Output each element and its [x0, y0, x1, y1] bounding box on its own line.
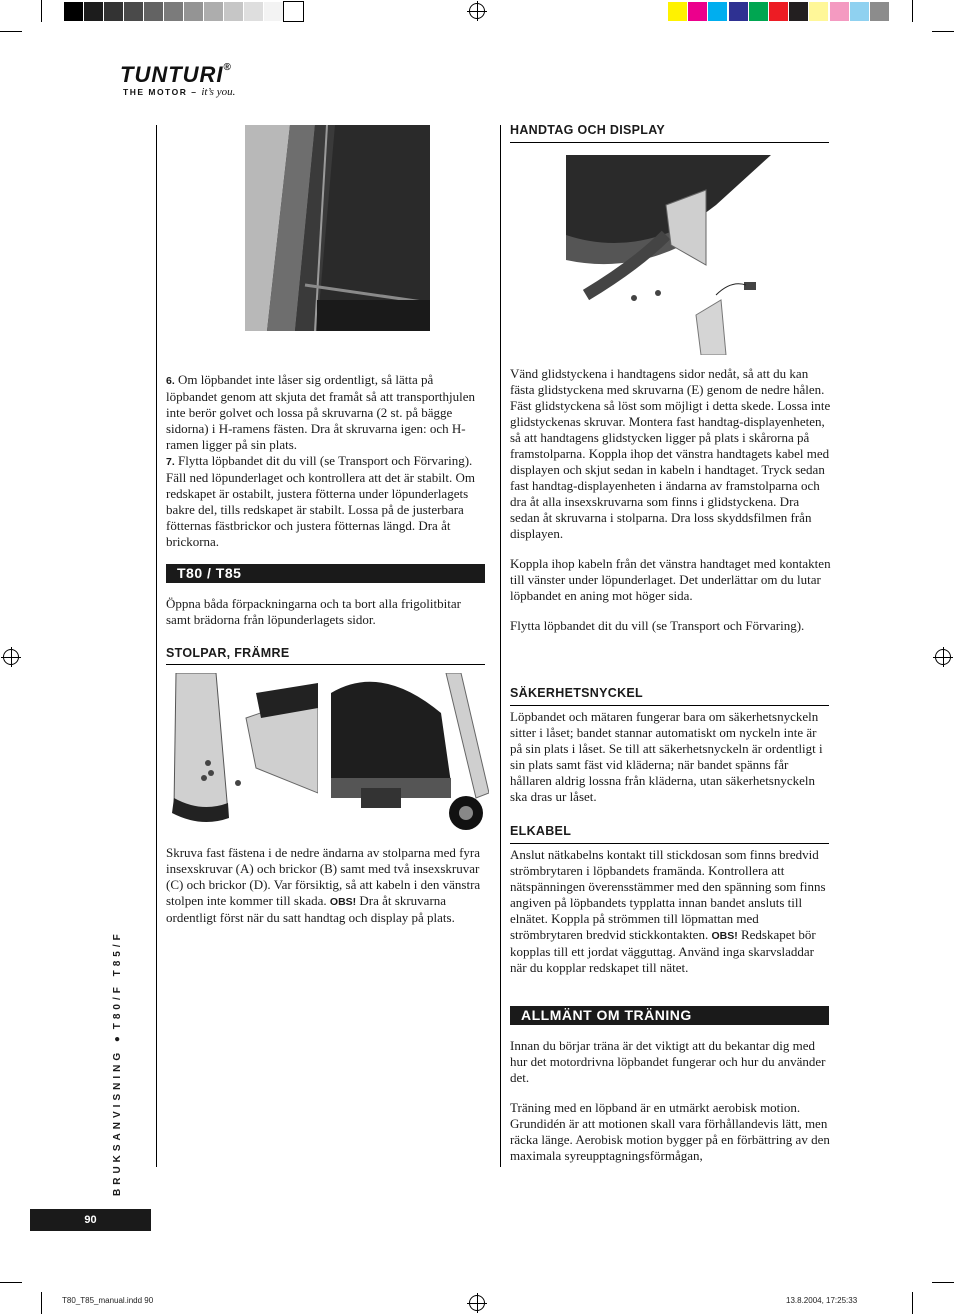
process-swatch	[830, 2, 849, 21]
section-title-allmant: ALLMÄNT OM TRÄNING	[510, 1006, 829, 1025]
crop-mark	[41, 0, 42, 22]
process-swatch	[769, 2, 788, 21]
sakerhetsnyckel-text: Löpbandet och mätaren fungerar bara om säkerhetsnyckeln sitter i låset; bandet stannar automatiskt om nyckeln inte är på sin plats i låset. Se till att säkerhetsnyckeln är ordentligt i sin plats samt fäst vid kläderna; när bandet spänns får hållaren aldrig lossna från kläderna, utan säkerhetsnyckeln ska dras ur låset.	[510, 709, 823, 804]
allmant-text: Innan du börjar träna är det viktigt att du bekantar dig med hur det motordrivna löpbandet fungerar och hur du använder det. Träning med en löpband är en utmärkt aerobisk motion. Grundidén är att motionen skall vara förhållandevis lätt, men räcka länge. Aerobisk motion bygger på en förbättring av den maximala syreupptagningsförmågan,	[510, 1038, 830, 1163]
process-swatch	[668, 2, 687, 21]
column-divider	[500, 125, 501, 1167]
process-swatch	[729, 2, 748, 21]
front-post-wheel-image	[331, 673, 489, 833]
heading-stolpar: STOLPAR, FRÄMRE	[166, 646, 290, 660]
gray-swatch	[184, 2, 203, 21]
column-divider	[156, 125, 157, 1167]
registration-mark-icon	[935, 649, 951, 665]
gray-swatch	[244, 2, 263, 21]
heading-rule	[510, 843, 829, 844]
process-swatch	[749, 2, 768, 21]
handtag-text: Vänd glidstyckena i handtagens sidor nedåt, så att du kan fästa glidstyckena med skruvarna (E) genom de nedre hålen. Fäst glidstyckena så löst som möjligt i detta skede. Lossa inte glidstyckenas skruvar. Montera fast handtag-displayenheten, så att handtagens glidstycken ligger på plats i skårorna på framstolparna. Koppla ihop det vänstra handtagets kabel med displayen och skjut sedan in kabeln i handtaget. Tryck sedan fast handtag-displayenheten i ändarna av framstolparna och dra åt alla insexskruvarna som finns i glidstyckena. Dra sedan åt skruvarna i stolparna. Dra loss skyddsfilmen från displayen. Koppla ihop kabeln från det vänstra handtaget med kontakten till vänster under löpunderlaget. Det underlättar om du lutar löpbandet en aning mot höger sida. Flytta löpbandet dit du vill (se Transport och Förvaring).	[510, 366, 831, 633]
crop-mark	[912, 1292, 913, 1314]
brand-logo: TUNTURI®	[120, 62, 232, 87]
heading-rule	[510, 142, 829, 143]
page-number: 90	[30, 1209, 151, 1231]
folded-treadmill-image	[245, 125, 430, 331]
gray-swatch	[284, 2, 303, 21]
process-swatch	[850, 2, 869, 21]
gray-swatch	[144, 2, 163, 21]
crop-mark	[0, 1282, 22, 1283]
gray-swatch	[164, 2, 183, 21]
gray-swatch	[224, 2, 243, 21]
heading-rule	[510, 705, 829, 706]
registration-mark-icon	[469, 1295, 485, 1311]
footer-timestamp: 13.8.2004, 17:25:33	[786, 1296, 858, 1305]
heading-handtag: HANDTAG OCH DISPLAY	[510, 123, 666, 137]
footer-file-name: T80_T85_manual.indd 90	[62, 1296, 154, 1305]
gray-swatch	[104, 2, 123, 21]
brand-tagline: THE MOTOR – it’s you.	[123, 86, 236, 98]
heading-rule	[166, 664, 485, 665]
gray-swatch	[204, 2, 223, 21]
process-swatch	[688, 2, 707, 21]
crop-mark	[932, 1282, 954, 1283]
registration-mark-icon	[3, 649, 19, 665]
gray-swatch	[124, 2, 143, 21]
side-running-label: BRUKSANVISNING ● T80/F T85/F	[112, 930, 123, 1196]
heading-elkabel: ELKABEL	[510, 824, 572, 838]
process-swatch	[789, 2, 808, 21]
stolpar-text: Skruva fast fästena i de nedre ändarna av stolparna med fyra insexskruvar (A) och brickor (B) samt med två insexskruvar (C) och brickor (D). Var försiktig, så att kabeln i den vänstra stolpen inte kommer till skada. OBS! Dra åt skruvarna ordentligt först när du satt handtag och display på plats.	[166, 845, 481, 925]
elkabel-text: Anslut nätkabelns kontakt till stickdosan som finns bredvid strömbrytaren i löpbandets framända. Kontrollera att nätspänningen överensstämmer med den spänning som finns angiven på löpbandets typplatta innan bandet ansluts till elnätet. Koppla på strömmen till löpmattan med strömbrytaren bredvid stickkontakten. OBS! Redskapet bör kopplas till ett jordat vägguttag. Använd inga skarvsladdar när du kopplar redskapet till nätet.	[510, 847, 826, 975]
crop-mark	[932, 31, 954, 32]
steps-text: 6. Om löpbandet inte låser sig ordentligt, så lätta på löpbandet genom att skjuta det framåt så att transporthjulen inte berör golvet och lossa på skruvarna (2 st. på bägge sidorna) i H-ramens fästen. Dra åt skruvarna igen: och H-ramen ligger på sin plats. 7. Flytta löpbandet dit du vill (se Transport och Förvaring). Fäll ned löpunderlaget och kontrollera att det är stabilt. Om redskapet är ostabilt, justera fötterna under löpunderlagets bakre del, tills redskapet är stabilt. Lossa på de justerbara fötternas fästbrickor och justera fötternas längd. Dra åt brickorna.	[166, 372, 476, 549]
process-swatch	[809, 2, 828, 21]
heading-sakerhetsnyckel: SÄKERHETSNYCKEL	[510, 686, 643, 700]
gray-swatch	[264, 2, 283, 21]
gray-swatch	[84, 2, 103, 21]
process-swatch	[870, 2, 889, 21]
section-title-t80-t85: T80 / T85	[166, 564, 485, 583]
crop-mark	[41, 1292, 42, 1314]
unpack-text: Öppna båda förpackningarna och ta bort alla frigolitbitar samt brädorna från löpunderlagets sidor.	[166, 596, 461, 627]
crop-mark	[0, 31, 22, 32]
crop-mark	[912, 0, 913, 22]
handlebar-display-image	[566, 155, 771, 355]
process-swatch	[708, 2, 727, 21]
front-post-detail-image	[166, 673, 318, 833]
registration-mark-icon	[469, 3, 485, 19]
gray-swatch	[64, 2, 83, 21]
